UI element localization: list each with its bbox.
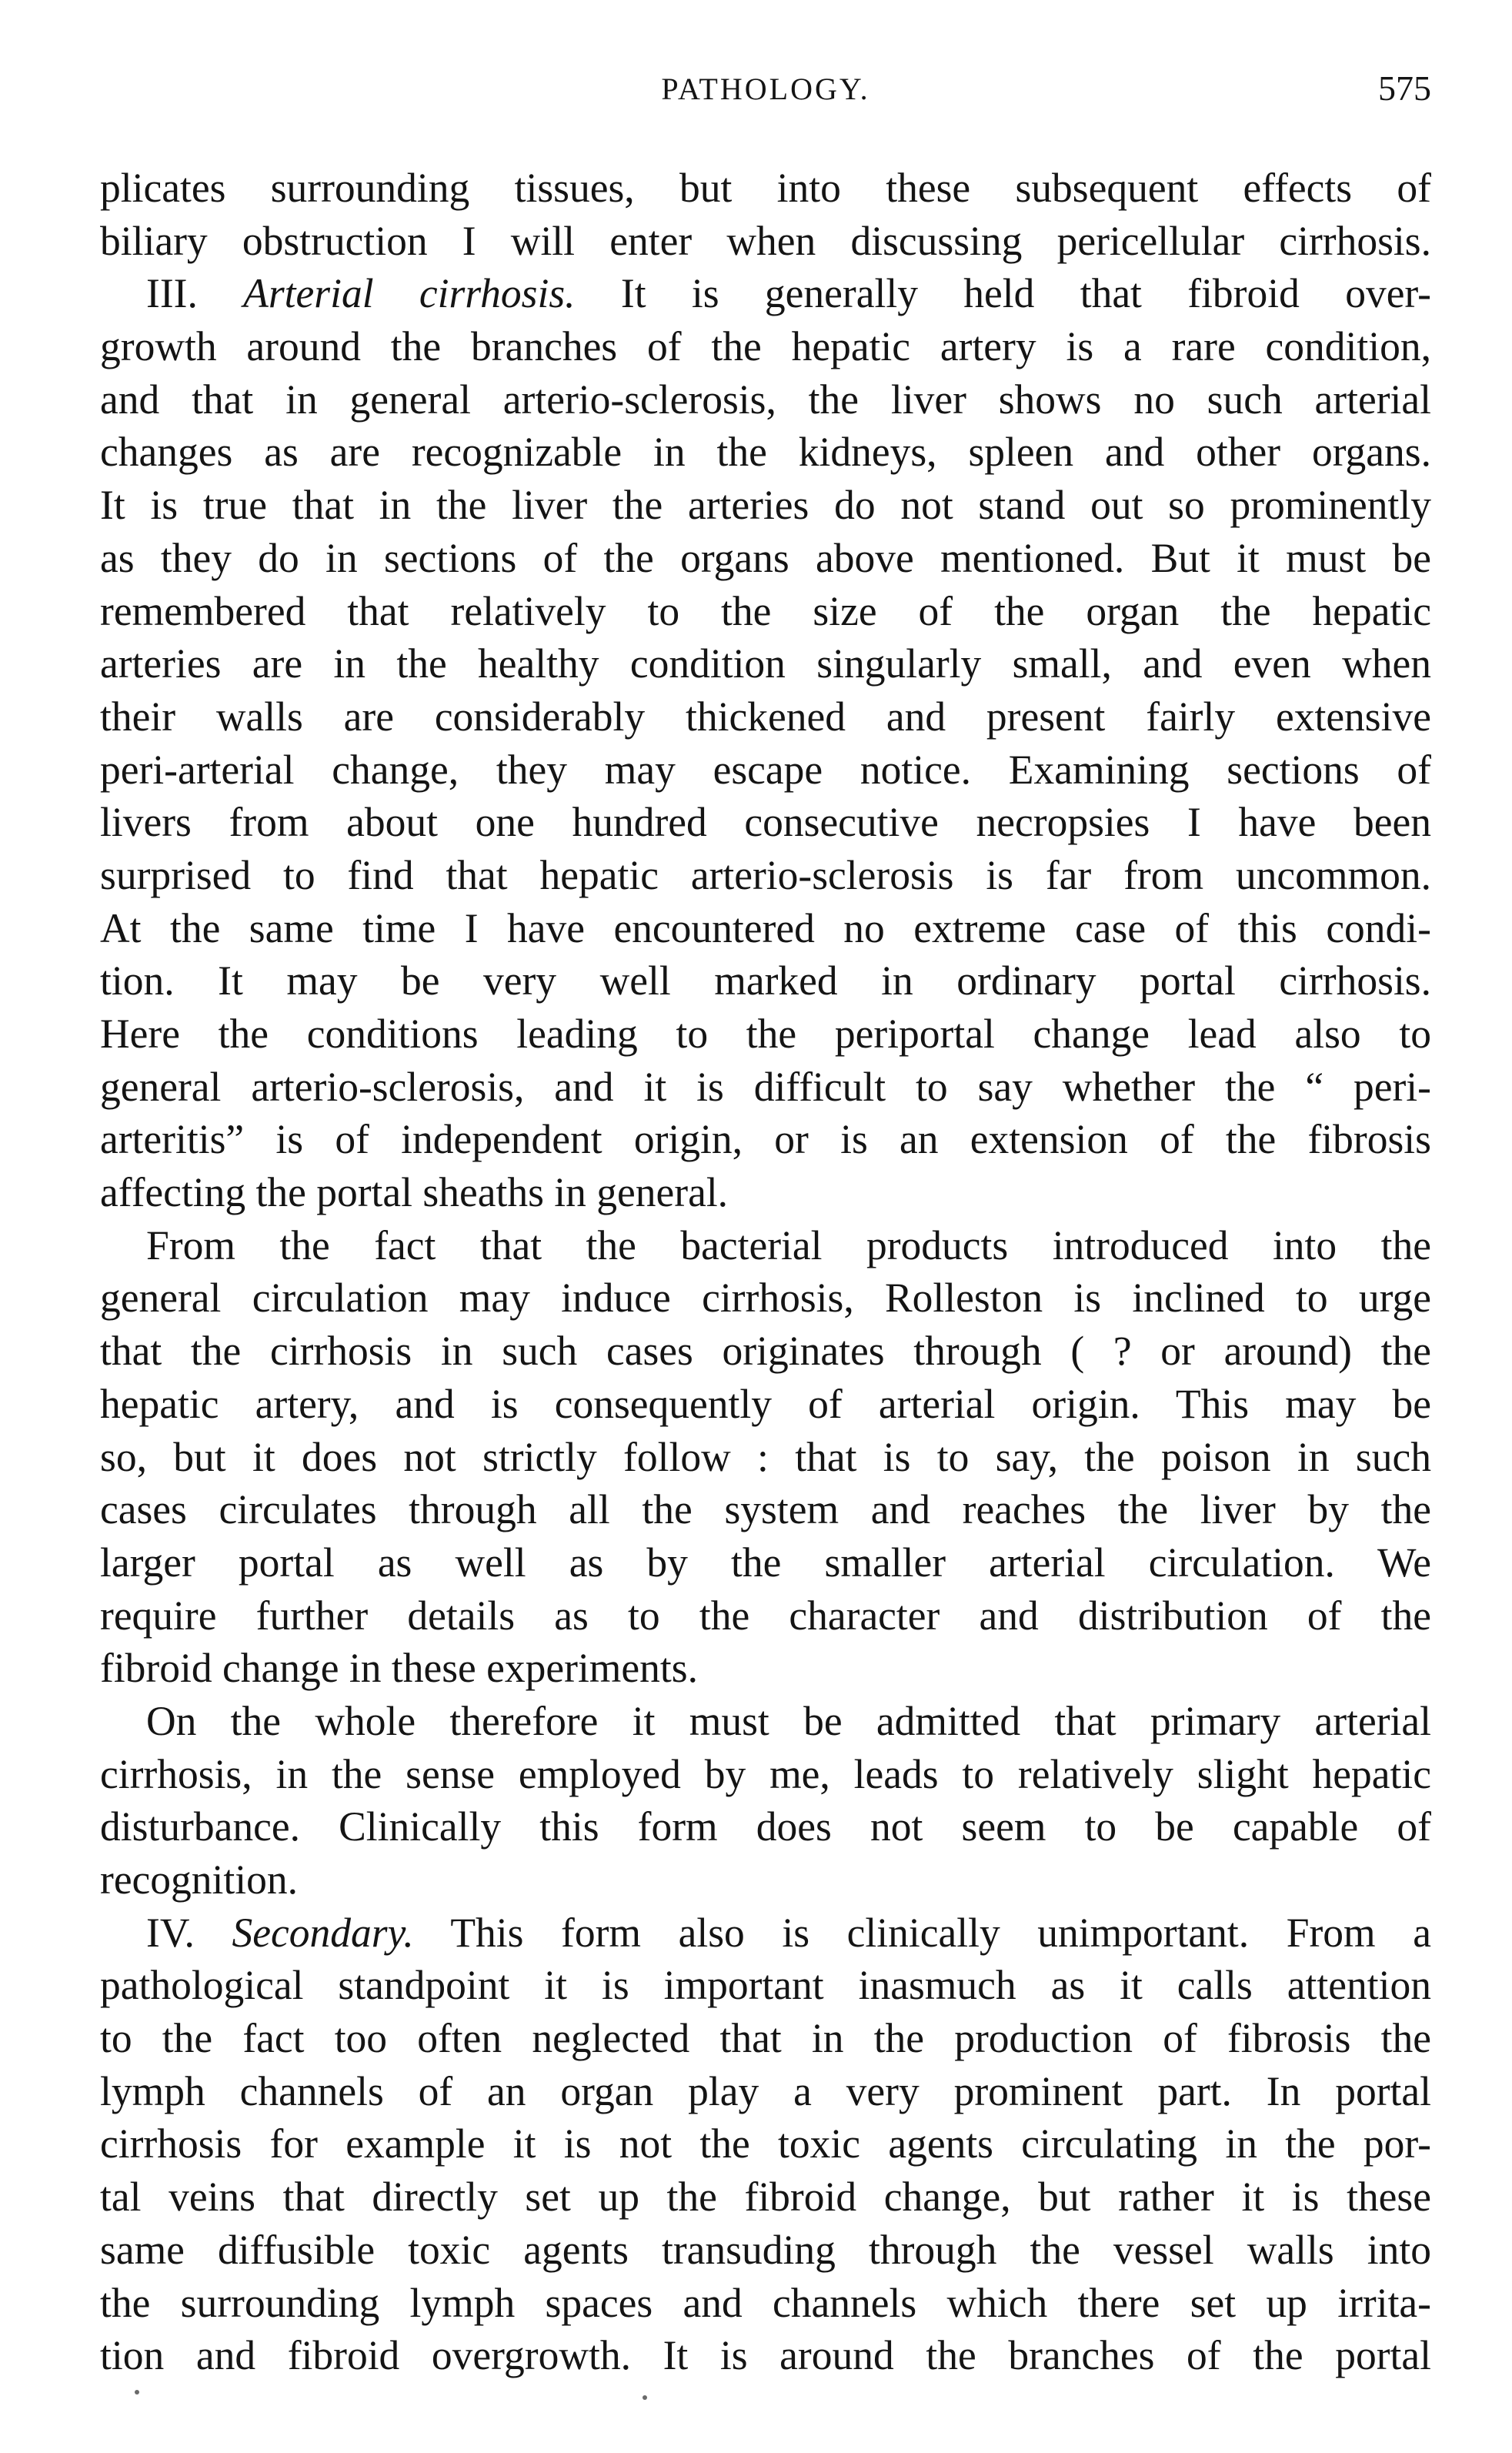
text-line: cases circulates through all the system and reaches the liver by the — [100, 1486, 1431, 1533]
text-line: tion and fibroid overgrowth. It is around the branches of the portal — [100, 2332, 1431, 2379]
text-line: growth around the branches of the hepatic artery is a rare condition, — [100, 323, 1431, 370]
section-numeral: III. — [146, 270, 198, 317]
text-line: same diffusible toxic agents transuding through the vessel walls into — [100, 2226, 1431, 2273]
text-line: livers from about one hundred consecutive necropsies I have been — [100, 799, 1431, 846]
text-line: to the fact too often neglected that in the production of fibrosis the — [100, 2015, 1431, 2062]
text-line: the surrounding lymph spaces and channels which there set up irrita- — [100, 2279, 1431, 2326]
text-line: and that in general arterio-sclerosis, the liver shows no such arterial — [100, 376, 1431, 423]
page-number: 575 — [1378, 69, 1431, 108]
text-line: remembered that relatively to the size of the organ the hepatic — [100, 587, 1431, 634]
text-line-fragment: It is generally held that fibroid over- — [620, 270, 1431, 317]
text-line: lymph channels of an organ play a very prominent part. In portal — [100, 2067, 1431, 2114]
text-line: changes as are recognizable in the kidneys, spleen and other organs. — [100, 429, 1431, 476]
text-line: so, but it does not strictly follow : that is to say, the poison in such — [100, 1433, 1431, 1480]
text-line: hepatic artery, and is consequently of arterial origin. This may be — [100, 1380, 1431, 1427]
text-line: At the same time I have encountered no extreme case of this condi- — [100, 904, 1431, 951]
text-line: arteritis” is of independent origin, or is an extension of the fibrosis — [100, 1116, 1431, 1163]
running-title: PATHOLOGY. — [661, 72, 870, 106]
text-line: Here the conditions leading to the periportal change lead also to — [100, 1011, 1431, 1057]
text-line: require further details as to the character and distribution of the — [100, 1592, 1431, 1639]
text-line: peri-arterial change, they may escape notice. Examining sections of — [100, 746, 1431, 793]
body-text — [100, 162, 1431, 2382]
paragraph-start-line: On the whole therefore it must be admitted that primary arterial — [146, 1697, 1431, 1744]
paragraph-end-line: recognition. — [100, 1856, 299, 1903]
section-title: Secondary. — [232, 1909, 414, 1956]
text-line: that the cirrhosis in such cases originates through ( ? or around) the — [100, 1328, 1431, 1375]
text-line: disturbance. Clinically this form does not seem to be capable of — [100, 1803, 1431, 1850]
text-line: biliary obstruction I will enter when discussing pericellular cirrhosis. — [100, 217, 1431, 264]
text-line: It is true that in the liver the arteries do not stand out so prominently — [100, 482, 1431, 529]
print-speck — [643, 2395, 647, 2400]
page-header — [100, 71, 1431, 117]
text-line: their walls are considerably thickened and present fairly extensive — [100, 693, 1431, 740]
paragraph-end-line: fibroid change in these experiments. — [100, 1645, 698, 1692]
text-line: arteries are in the healthy condition singularly small, and even when — [100, 640, 1431, 687]
paragraph-start-line: From the fact that the bacterial products introduced into the — [146, 1221, 1431, 1268]
text-line: as they do in sections of the organs above mentioned. But it must be — [100, 534, 1431, 581]
text-line: surprised to find that hepatic arterio-sclerosis is far from uncommon. — [100, 851, 1431, 898]
text-line: general circulation may induce cirrhosis, Rolleston is inclined to urge — [100, 1275, 1431, 1322]
section-heading-line — [100, 1907, 1431, 1960]
paragraph-end-line: affecting the portal sheaths in general. — [100, 1169, 729, 1216]
text-line: general arterio-sclerosis, and it is difficult to say whether the “ peri- — [100, 1063, 1431, 1110]
section-heading-line — [100, 267, 1431, 320]
print-speck — [135, 2390, 139, 2395]
text-line: tal veins that directly set up the fibroid change, but rather it is these — [100, 2174, 1431, 2221]
section-numeral: IV. — [146, 1909, 195, 1956]
text-line: cirrhosis, in the sense employed by me, leads to relatively slight hepatic — [100, 1750, 1431, 1797]
text-line: plicates surrounding tissues, but into these subsequent effects of — [100, 165, 1431, 211]
text-line: tion. It may be very well marked in ordinary portal cirrhosis. — [100, 957, 1431, 1004]
text-line: larger portal as well as by the smaller arterial circulation. We — [100, 1539, 1431, 1586]
text-line: pathological standpoint it is important inasmuch as it calls attention — [100, 1962, 1431, 2009]
text-line: cirrhosis for example it is not the toxic agents circulating in the por- — [100, 2120, 1431, 2167]
section-title: Arterial cirrhosis. — [243, 270, 576, 317]
text-line-fragment: This form also is clinically unimportant. From a — [450, 1909, 1431, 1956]
